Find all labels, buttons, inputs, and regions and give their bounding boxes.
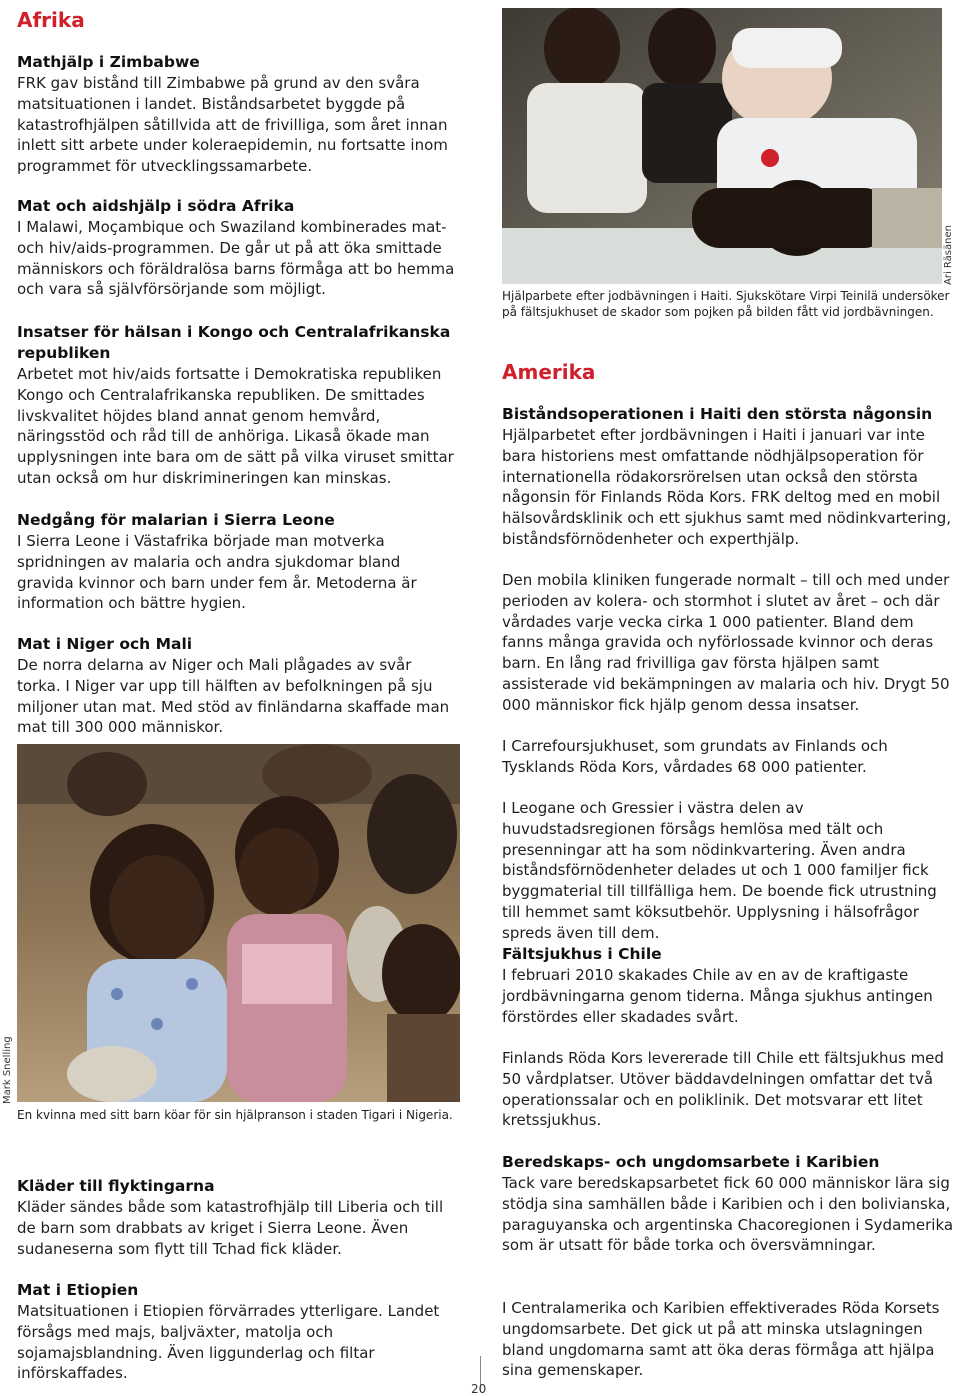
article-title: Mat i Niger och Mali bbox=[17, 635, 193, 653]
article-etiopien bbox=[17, 1280, 457, 1384]
article-body: Arbetet mot hiv/aids fortsatte i Demokratiska republiken Kongo och Centralafrikanska republiken. De smittades livskvalitet höjdes bland annat genom hemvård, näringsstöd och råd till de anhöriga. Likaså ökade man upplysningen inte bara om de sätt på vilka viruset smittar utan också om hur diskrimineringen kan minskas. bbox=[17, 365, 454, 487]
haiti-photo-illustration bbox=[502, 8, 942, 284]
article-klader bbox=[17, 1176, 457, 1259]
section-title-amerika: Amerika bbox=[502, 360, 596, 384]
article-sierra-leone bbox=[17, 510, 457, 614]
article-body: I Sierra Leone i Västafrika började man motverka spridningen av malaria och andra sjukdomar bland gravida kvinnor och barn under fem år. Metoderna är information och bättre hygien. bbox=[17, 532, 417, 613]
article-niger bbox=[17, 634, 457, 738]
article-chile-paragraph-2 bbox=[502, 1048, 958, 1131]
article-chile bbox=[502, 944, 958, 1027]
article-title: Mathjälp i Zimbabwe bbox=[17, 53, 200, 71]
article-body: I Carrefoursjukhuset, som grundats av Finlands och Tysklands Röda Kors, vårdades 68 000 patienter. bbox=[502, 737, 888, 776]
article-body: Matsituationen i Etiopien förvärrades ytterligare. Landet försågs med majs, baljväxter, matolja och sojamajsblandning. Även liggunderlag och filtar införskaffades. bbox=[17, 1302, 440, 1383]
photo-haiti-field-hospital bbox=[502, 8, 942, 284]
children-photo-illustration bbox=[17, 744, 460, 1102]
article-title: Fältsjukhus i Chile bbox=[502, 945, 662, 963]
article-title: Mat och aidshjälp i södra Afrika bbox=[17, 197, 295, 215]
article-body: FRK gav bistånd till Zimbabwe på grund av den svåra matsituationen i landet. Biståndsarbetet byggde på katastrofhjälpen såtillvida att de frivilliga, som året innan inlett sitt arbete under koleraepidemin, nu fortsatte inom programmet för utvecklingssamarbete. bbox=[17, 74, 448, 176]
article-haiti-paragraph-3 bbox=[502, 736, 958, 778]
article-body: Kläder sändes både som katastrofhjälp till Liberia och till de barn som drabbats av kriget i Sierra Leone. Även sudaneserna som flytt till Tchad fick kläder. bbox=[17, 1198, 444, 1258]
article-title: Nedgång för malarian i Sierra Leone bbox=[17, 511, 335, 529]
article-title: Beredskaps- och ungdomsarbete i Karibien bbox=[502, 1153, 880, 1171]
article-title: Biståndsoperationen i Haiti den största någonsin bbox=[502, 405, 933, 423]
article-title: Mat i Etiopien bbox=[17, 1281, 139, 1299]
article-body: I Leogane och Gressier i västra delen av huvudstadsregionen försågs hemlösa med tält och presenningar att ha som nödinkvartering. Även andra biståndsförnödenheter delades ut och 1 000 familjer fick byggmaterial till tillfälliga hem. De boende fick utrustning till hemmet samt köksutbehör. Upplysning i hälsofrågor spreds även till dem. bbox=[502, 799, 937, 942]
article-body: Tack vare beredskapsarbetet fick 60 000 människor lära sig stödja sina samhällen både i Karibien och i den bolivianska, paraguyanska och argentinska Chacoregionen i Sydamerika som är utsatt för både torka och översvämningar. bbox=[502, 1174, 954, 1255]
page-number: 20 bbox=[471, 1382, 487, 1396]
article-body: I Centralamerika och Karibien effektiverades Röda Korsets ungdomsarbete. Det gick ut på att minska utslagningen bland ungdomarna samt att öka deras förmåga att hjälpa sina gemenskaper. bbox=[502, 1299, 940, 1380]
article-body: Hjälparbetet efter jordbävningen i Haiti i januari var inte bara historiens mest omfattande nödhjälpsoperation för internationella rödakorsrörelsen utan också den största någonsin för Finlands Röda Kors. FRK deltog med en mobil hälsovårdsklinik och ett sjukhus samt med nödinkvartering, biståndsförnödenheter och experthjälp. bbox=[502, 426, 951, 548]
article-haiti-paragraph-2 bbox=[502, 570, 958, 716]
article-kongo bbox=[17, 322, 457, 489]
article-title: Kläder till flyktingarna bbox=[17, 1177, 215, 1195]
article-sodra-afrika bbox=[17, 196, 457, 300]
article-karibien bbox=[502, 1152, 958, 1256]
article-body: Finlands Röda Kors levererade till Chile ett fältsjukhus med 50 vårdplatser. Utöver bäddavdelningen omfattar det två operationssalar och en poliklinik. Det motsvarar ett litet kretssjukhus. bbox=[502, 1049, 944, 1130]
photo-credit-left: Mark Snelling bbox=[2, 1036, 13, 1104]
article-body: Den mobila kliniken fungerade normalt – till och med under perioden av kolera- och stormhot i slutet av året – och där vårdades varje vecka cirka 1 000 patienter. Bland dem fanns många gravida och nyförlossade kvinnor och deras barn. En lång rad frivilliga gav första hjälpen samt assisterade vid bekämpningen av malaria och hiv. Drygt 50 000 människor fick hjälp genom dessa insatser. bbox=[502, 571, 950, 714]
photo-children-nigeria bbox=[17, 744, 460, 1102]
photo-caption-left: En kvinna med sitt barn köar för sin hjälpranson i staden Tigari i Nigeria. bbox=[17, 1108, 453, 1122]
section-title-afrika: Afrika bbox=[17, 8, 85, 32]
article-zimbabwe bbox=[17, 52, 457, 177]
photo-caption-right: Hjälparbete efter jodbävningen i Haiti. Sjukskötare Virpi Teinilä undersöker på fältsjukhuset de skador som pojken på bilden fått vid jordbävningen. bbox=[502, 289, 950, 319]
photo-credit-right: Ari Räsänen bbox=[943, 225, 954, 285]
article-title: Insatser för hälsan i Kongo och Centralafrikanska republiken bbox=[17, 323, 451, 362]
article-body: De norra delarna av Niger och Mali plågades av svår torka. I Niger var upp till hälften av befolkningen på sju miljoner utan mat. Med stöd av finländarna skaffade man mat till 300 000 människor. bbox=[17, 656, 450, 737]
article-karibien-paragraph-2 bbox=[502, 1298, 958, 1381]
article-body: I Malawi, Moçambique och Swaziland kombinerades mat- och hiv/aids-programmen. De går ut på att öka smittade människors och föräldralösa barns förmåga att bo hemma och vara så självförsörjande som möjligt. bbox=[17, 218, 455, 299]
article-haiti bbox=[502, 404, 958, 550]
article-body: I februari 2010 skakades Chile av en av de kraftigaste jordbävningarna genom tiderna. Många sjukhus antingen förstördes eller skadades svårt. bbox=[502, 966, 933, 1026]
article-haiti-paragraph-4 bbox=[502, 798, 958, 944]
